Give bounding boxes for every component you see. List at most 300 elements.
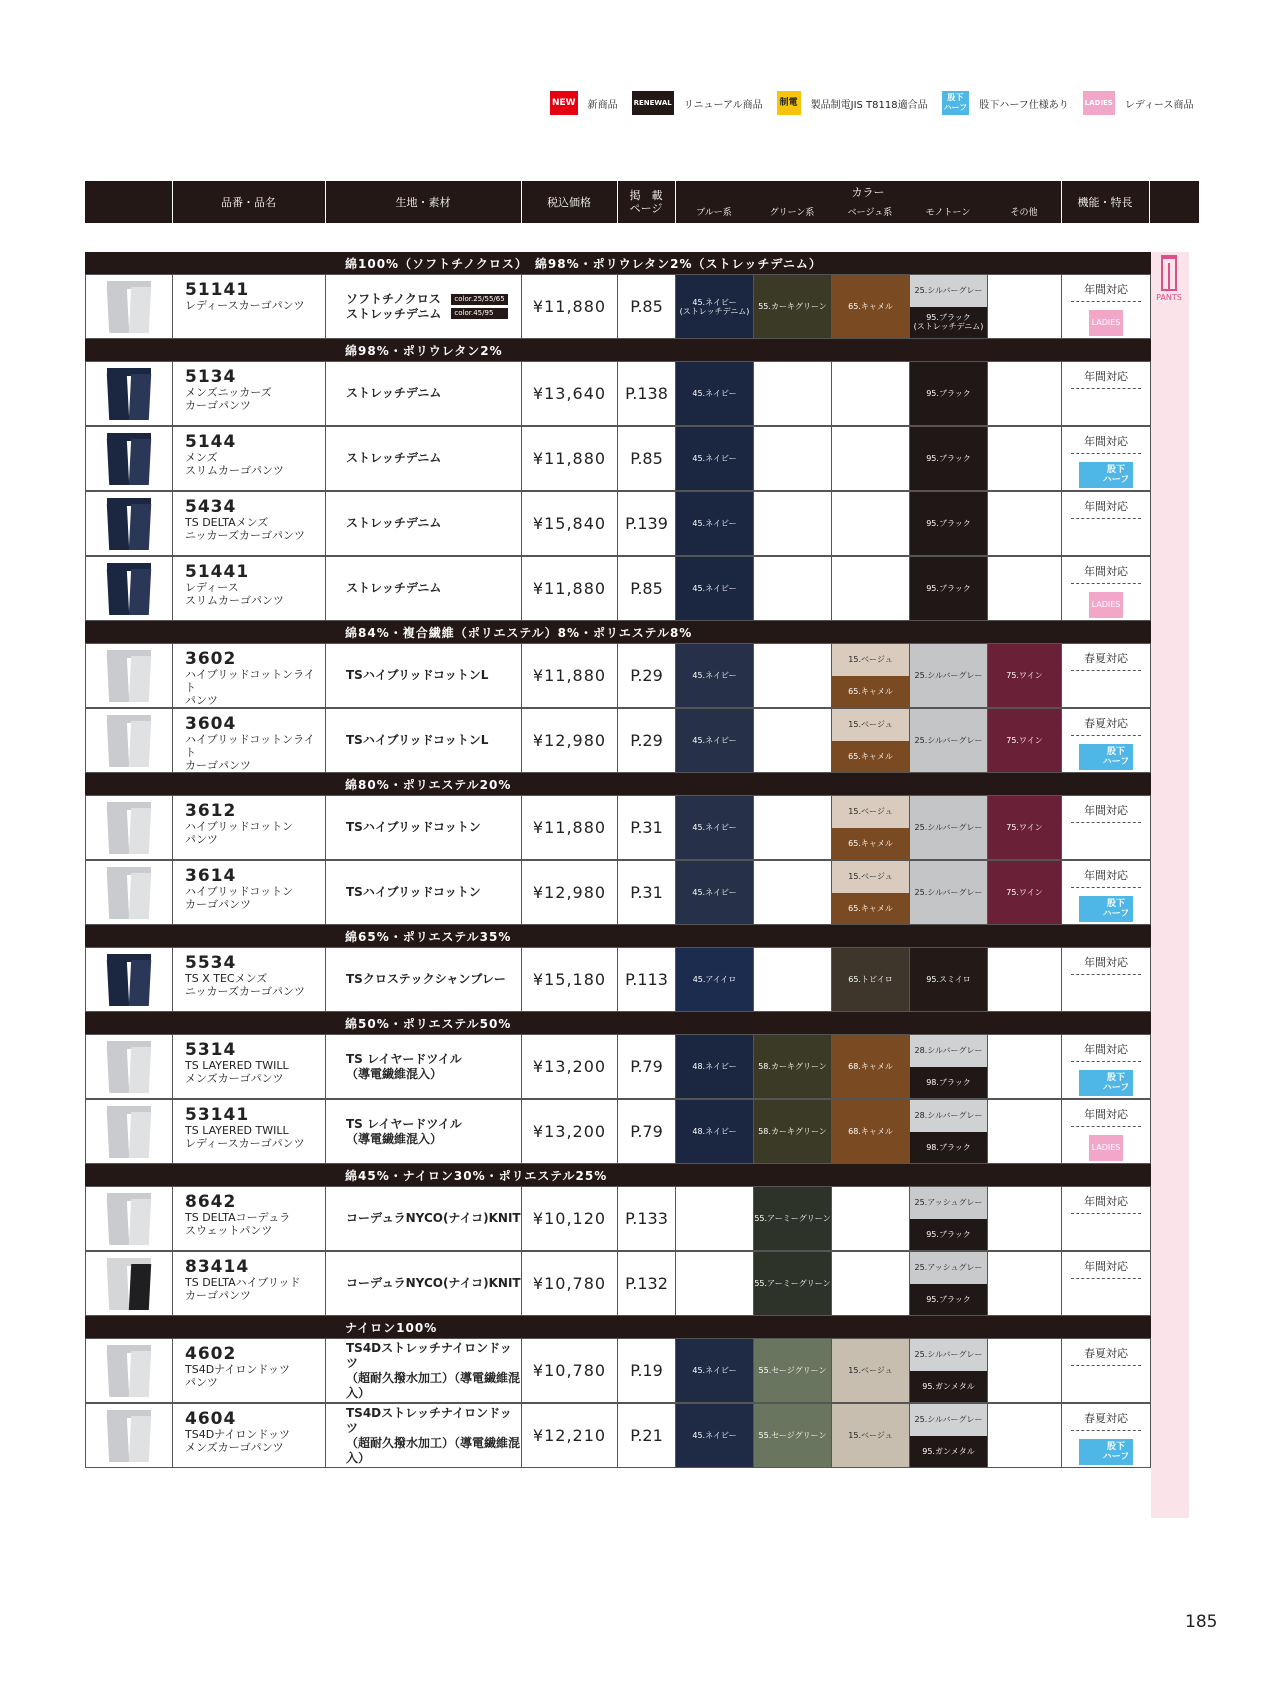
color-swatch: 25.シルバーグレー xyxy=(910,275,987,307)
color-swatch: 45.ネイビー xyxy=(676,557,753,620)
material xyxy=(326,492,522,555)
color-column xyxy=(832,1187,910,1250)
product-row xyxy=(85,1099,1151,1164)
material-badges xyxy=(451,294,507,319)
color-column xyxy=(832,644,910,707)
product-row xyxy=(85,1251,1151,1316)
function-cell xyxy=(1062,1035,1150,1098)
product-image xyxy=(86,427,173,490)
pants-leg xyxy=(107,873,129,919)
product-image xyxy=(86,948,173,1011)
pants-leg xyxy=(129,808,151,854)
product-image xyxy=(86,557,173,620)
section-title: 綿84%・複合繊維（ポリエステル）8%・ポリエステル8% xyxy=(345,625,693,640)
color-swatch: 58.カーキグリーン xyxy=(754,1100,831,1163)
color-swatch: 28.シルバーグレー xyxy=(910,1035,987,1067)
legend xyxy=(550,90,1208,116)
color-column xyxy=(832,861,910,924)
half-length-badge: 股下 ハーフ xyxy=(1079,1439,1133,1465)
material-text: TSハイブリッドコットン xyxy=(346,885,481,899)
product-name: TS4Dナイロンドッツ メンズカーゴパンツ xyxy=(185,1428,290,1454)
header-color-blue: ブルー系 xyxy=(696,207,732,218)
product-image xyxy=(86,1100,173,1163)
color-swatch: 45.ネイビー xyxy=(676,427,753,490)
section-title: 綿45%・ナイロン30%・ポリエステル25% xyxy=(345,1168,608,1183)
dashed-divider xyxy=(1071,583,1141,584)
catalog-page: P.113 xyxy=(618,948,676,1011)
price: ¥12,980 xyxy=(522,709,618,772)
color-swatch: 55.アーミーグリーン xyxy=(754,1252,831,1315)
catalog-page: P.132 xyxy=(618,1252,676,1315)
legend-item xyxy=(777,91,928,115)
function-cell xyxy=(1062,948,1150,1011)
price: ¥11,880 xyxy=(522,796,618,859)
section-band xyxy=(85,1316,1151,1338)
color-column xyxy=(988,861,1062,924)
color-swatch: 75.ワイン xyxy=(988,709,1061,772)
pants-leg xyxy=(107,1047,129,1093)
color-swatch: 45.ネイビー xyxy=(676,861,753,924)
product-name: TS DELTAコーデュラ スウェットパンツ xyxy=(185,1211,291,1237)
section-band xyxy=(85,925,1151,947)
product-name: メンズニッカーズ カーゴパンツ xyxy=(185,386,272,412)
pants-leg xyxy=(107,1351,129,1397)
product-image xyxy=(86,1404,173,1467)
function-cell xyxy=(1062,1187,1150,1250)
legend-label: 新商品 xyxy=(587,99,618,111)
color-column xyxy=(754,1252,832,1315)
product-code: 4602 xyxy=(185,1344,237,1364)
catalog-page: P.139 xyxy=(618,492,676,555)
color-column xyxy=(676,709,754,772)
product-row xyxy=(85,1186,1151,1251)
function-label: 年間対応 xyxy=(1084,1108,1128,1121)
product-row xyxy=(85,643,1151,708)
product-row xyxy=(85,556,1151,621)
color-swatch: 68.キャメル xyxy=(832,1035,909,1098)
product-name: ハイブリッドコットン パンツ xyxy=(185,820,294,846)
section-band xyxy=(85,252,1151,274)
color-swatch: 15.ベージュ xyxy=(832,861,909,893)
color-column xyxy=(754,948,832,1011)
function-label: 春夏対応 xyxy=(1084,1412,1128,1425)
dashed-divider xyxy=(1071,1213,1141,1214)
color-column xyxy=(910,796,988,859)
color-column xyxy=(676,1100,754,1163)
product-code: 3604 xyxy=(185,714,237,734)
pants-leg xyxy=(107,1199,129,1245)
legend-badge: 股下 ハーフ xyxy=(942,91,970,115)
catalog-page: P.79 xyxy=(618,1035,676,1098)
material-text: コーデュラNYCO(ナイコ)KNIT xyxy=(346,1211,521,1225)
color-column xyxy=(676,362,754,425)
color-swatch: 68.キャメル xyxy=(832,1100,909,1163)
color-column xyxy=(988,275,1062,338)
pants-image xyxy=(107,1041,151,1093)
color-column xyxy=(754,1339,832,1402)
color-column xyxy=(988,948,1062,1011)
product-row xyxy=(85,708,1151,773)
pants-image xyxy=(107,867,151,919)
pants-leg xyxy=(129,721,151,767)
material xyxy=(326,1187,522,1250)
color-swatch: 45.ネイビー xyxy=(676,796,753,859)
material xyxy=(326,1339,522,1402)
material xyxy=(326,557,522,620)
color-column xyxy=(910,275,988,338)
product-name-cell xyxy=(173,1339,326,1402)
product-name-cell xyxy=(173,709,326,772)
material xyxy=(326,948,522,1011)
pants-leg xyxy=(107,504,129,550)
color-swatch: 98.ブラック xyxy=(910,1067,987,1099)
header-price: 税込価格 xyxy=(547,195,591,209)
material-text: TS4Dストレッチナイロンドッツ （超耐久撥水加工）（導電繊維混入） xyxy=(346,1340,521,1400)
color-column xyxy=(676,1339,754,1402)
function-label: 年間対応 xyxy=(1084,956,1128,969)
product-row xyxy=(85,274,1151,339)
price: ¥11,880 xyxy=(522,275,618,338)
color-column xyxy=(676,557,754,620)
color-column xyxy=(988,644,1062,707)
catalog-page: P.29 xyxy=(618,709,676,772)
legend-label: 股下ハーフ仕様あり xyxy=(979,99,1069,111)
color-swatch: 65.キャメル xyxy=(832,893,909,925)
color-column xyxy=(754,1100,832,1163)
color-column xyxy=(910,948,988,1011)
price: ¥10,780 xyxy=(522,1339,618,1402)
pants-image xyxy=(107,1106,151,1158)
material-text: ストレッチデニム xyxy=(346,516,442,530)
function-label: 春夏対応 xyxy=(1084,652,1128,665)
half-length-badge: 股下 ハーフ xyxy=(1079,462,1133,488)
product-name-cell xyxy=(173,796,326,859)
product-row xyxy=(85,426,1151,491)
function-cell xyxy=(1062,796,1150,859)
side-label: PANTS xyxy=(1156,293,1182,302)
catalog-page: P.85 xyxy=(618,427,676,490)
color-column xyxy=(832,796,910,859)
color-swatch: 25.シルバーグレー xyxy=(910,861,987,924)
price: ¥10,120 xyxy=(522,1187,618,1250)
pants-leg xyxy=(129,439,151,485)
color-swatch: 75.ワイン xyxy=(988,861,1061,924)
legend-label: レディース商品 xyxy=(1124,99,1194,111)
product-name-cell xyxy=(173,557,326,620)
pants-image xyxy=(107,368,151,420)
pants-leg xyxy=(129,1047,151,1093)
color-swatch: 75.ワイン xyxy=(988,644,1061,707)
product-name-cell xyxy=(173,427,326,490)
page-number: 185 xyxy=(1185,1612,1218,1632)
product-name: TS X TECメンズ ニッカーズカーゴパンツ xyxy=(185,972,306,998)
color-swatch: 48.ネイビー xyxy=(676,1035,753,1098)
color-swatch: 25.シルバーグレー xyxy=(910,709,987,772)
color-swatch: 95.ブラック xyxy=(910,557,987,620)
legend-label: 製品制電JIS T8118適合品 xyxy=(810,99,928,111)
color-column xyxy=(676,1252,754,1315)
pants-leg xyxy=(129,1264,151,1310)
product-code: 3612 xyxy=(185,801,237,821)
color-column xyxy=(754,709,832,772)
product-name: レディース スリムカーゴパンツ xyxy=(185,581,284,607)
header-color-other: その他 xyxy=(1010,207,1038,218)
product-name-cell xyxy=(173,861,326,924)
material-text: TS レイヤードツイル （導電繊維混入） xyxy=(346,1051,462,1081)
color-column xyxy=(910,427,988,490)
pants-leg xyxy=(107,287,129,333)
price: ¥10,780 xyxy=(522,1252,618,1315)
color-swatch: 45.ネイビー xyxy=(676,709,753,772)
pants-leg xyxy=(107,1264,129,1310)
product-code: 5134 xyxy=(185,367,237,387)
section-band xyxy=(85,1164,1151,1186)
color-swatch: 15.ベージュ xyxy=(832,1404,909,1467)
function-cell xyxy=(1062,557,1150,620)
ladies-badge: LADIES xyxy=(1089,1135,1123,1161)
color-column xyxy=(910,1252,988,1315)
product-name-cell xyxy=(173,1100,326,1163)
color-swatch: 95.ブラック xyxy=(910,492,987,555)
catalog-page: P.19 xyxy=(618,1339,676,1402)
legend-badge: RENEWAL xyxy=(632,91,674,115)
color-column xyxy=(676,644,754,707)
color-swatch: 25.アッシュグレー xyxy=(910,1252,987,1284)
color-column xyxy=(676,1035,754,1098)
price: ¥11,880 xyxy=(522,644,618,707)
color-column xyxy=(988,1404,1062,1467)
product-row xyxy=(85,491,1151,556)
color-column xyxy=(832,1100,910,1163)
color-column xyxy=(832,492,910,555)
dashed-divider xyxy=(1071,453,1141,454)
color-swatch: 45.ネイビー xyxy=(676,644,753,707)
header-func: 機能・特長 xyxy=(1077,195,1133,209)
pants-leg xyxy=(107,721,129,767)
pants-image xyxy=(107,1193,151,1245)
color-swatch: 95.ガンメタル xyxy=(910,1436,987,1468)
dashed-divider xyxy=(1071,518,1141,519)
product-name: TS LAYERED TWILL レディースカーゴパンツ xyxy=(185,1124,305,1150)
catalog-page: P.21 xyxy=(618,1404,676,1467)
color-column xyxy=(676,796,754,859)
pants-leg xyxy=(129,569,151,615)
color-swatch: 15.ベージュ xyxy=(832,709,909,741)
function-label: 春夏対応 xyxy=(1084,1347,1128,1360)
product-name: TS LAYERED TWILL メンズカーゴパンツ xyxy=(185,1059,289,1085)
header-material: 生地・素材 xyxy=(395,195,451,209)
product-code: 5434 xyxy=(185,497,237,517)
color-column xyxy=(832,948,910,1011)
function-label: 年間対応 xyxy=(1084,283,1128,296)
pants-image xyxy=(107,954,151,1006)
color-column xyxy=(988,1187,1062,1250)
color-swatch: 65.キャメル xyxy=(832,828,909,860)
function-label: 年間対応 xyxy=(1084,370,1128,383)
catalog-page: P.133 xyxy=(618,1187,676,1250)
material xyxy=(326,1100,522,1163)
product-name-cell xyxy=(173,644,326,707)
product-row xyxy=(85,947,1151,1012)
color-column xyxy=(988,557,1062,620)
pants-leg xyxy=(129,1416,151,1462)
material-text: TSクロステックシャンブレー xyxy=(346,972,506,986)
color-swatch: 65.キャメル xyxy=(832,676,909,708)
product-name: TS DELTAハイブリッド カーゴパンツ xyxy=(185,1276,301,1302)
color-swatch: 45.ネイビー xyxy=(676,492,753,555)
ladies-badge: LADIES xyxy=(1089,310,1123,336)
dashed-divider xyxy=(1071,670,1141,671)
product-name-cell xyxy=(173,948,326,1011)
color-column xyxy=(754,427,832,490)
legend-item xyxy=(632,91,763,115)
pants-icon xyxy=(1154,255,1184,305)
dashed-divider xyxy=(1071,822,1141,823)
product-name-cell xyxy=(173,275,326,338)
color-column xyxy=(910,709,988,772)
color-column xyxy=(754,362,832,425)
dashed-divider xyxy=(1071,1061,1141,1062)
product-name: TS4Dナイロンドッツ パンツ xyxy=(185,1363,290,1389)
product-row xyxy=(85,1338,1151,1403)
color-swatch: 65.キャメル xyxy=(832,275,909,338)
color-column xyxy=(910,1035,988,1098)
product-name-cell xyxy=(173,1035,326,1098)
pants-leg xyxy=(129,1112,151,1158)
product-name: レディースカーゴパンツ xyxy=(185,299,305,312)
material xyxy=(326,275,522,338)
function-cell xyxy=(1062,275,1150,338)
legend-item xyxy=(1083,91,1194,115)
pants-image xyxy=(107,498,151,550)
product-code: 5144 xyxy=(185,432,237,452)
pants-leg xyxy=(129,960,151,1006)
color-column xyxy=(910,1100,988,1163)
price: ¥12,980 xyxy=(522,861,618,924)
color-column xyxy=(832,427,910,490)
product-row xyxy=(85,860,1151,925)
section-title: 綿50%・ポリエステル50% xyxy=(345,1016,512,1031)
legend-item xyxy=(942,91,1069,115)
pants-image xyxy=(107,1345,151,1397)
color-swatch: 98.ブラック xyxy=(910,1132,987,1164)
material-text: TS4Dストレッチナイロンドッツ （超耐久撥水加工）（導電繊維混入） xyxy=(346,1405,521,1465)
product-row xyxy=(85,795,1151,860)
pants-leg xyxy=(107,374,129,420)
header-color-mono: モノトーン xyxy=(925,207,971,218)
product-code: 4604 xyxy=(185,1409,237,1429)
function-cell xyxy=(1062,1252,1150,1315)
product-code: 53141 xyxy=(185,1105,250,1125)
product-code: 5314 xyxy=(185,1040,237,1060)
color-swatch: 25.シルバーグレー xyxy=(910,796,987,859)
product-code: 5534 xyxy=(185,953,237,973)
dashed-divider xyxy=(1071,887,1141,888)
material xyxy=(326,427,522,490)
color-column xyxy=(910,557,988,620)
header-color-beige: ベージュ系 xyxy=(847,207,893,218)
product-code: 83414 xyxy=(185,1257,250,1277)
color-column xyxy=(832,362,910,425)
function-cell xyxy=(1062,427,1150,490)
product-image xyxy=(86,492,173,555)
color-swatch: 55.アーミーグリーン xyxy=(754,1187,831,1250)
pants-leg xyxy=(107,1112,129,1158)
dashed-divider xyxy=(1071,301,1141,302)
color-swatch: 25.シルバーグレー xyxy=(910,1404,987,1436)
section-title: 綿100%（ソフトチノクロス） 綿98%・ポリウレタン2%（ストレッチデニム） xyxy=(345,256,822,271)
pants-leg xyxy=(107,1416,129,1462)
product-code: 51441 xyxy=(185,562,250,582)
material xyxy=(326,1035,522,1098)
header-color: カラー xyxy=(851,185,885,199)
catalog-page: P.29 xyxy=(618,644,676,707)
color-column xyxy=(754,1035,832,1098)
dashed-divider xyxy=(1071,388,1141,389)
color-swatch: 45.ネイビー xyxy=(676,1404,753,1467)
color-swatch: 95.ブラック xyxy=(910,362,987,425)
price: ¥13,200 xyxy=(522,1035,618,1098)
color-column xyxy=(910,644,988,707)
price: ¥11,880 xyxy=(522,557,618,620)
color-column xyxy=(988,1339,1062,1402)
ladies-badge: LADIES xyxy=(1089,592,1123,618)
function-label: 年間対応 xyxy=(1084,565,1128,578)
material xyxy=(326,709,522,772)
section-title: 綿80%・ポリエステル20% xyxy=(345,777,512,792)
material xyxy=(326,1404,522,1467)
color-swatch: 25.シルバーグレー xyxy=(910,1339,987,1371)
function-cell xyxy=(1062,362,1150,425)
color-column xyxy=(832,557,910,620)
pants-image xyxy=(107,802,151,854)
pants-leg xyxy=(129,374,151,420)
color-column xyxy=(832,709,910,772)
function-label: 年間対応 xyxy=(1084,869,1128,882)
material xyxy=(326,644,522,707)
pants-leg xyxy=(107,808,129,854)
color-column xyxy=(676,948,754,1011)
section-band xyxy=(85,1012,1151,1034)
color-column xyxy=(988,709,1062,772)
catalog-page: P.85 xyxy=(618,275,676,338)
half-length-badge: 股下 ハーフ xyxy=(1079,896,1133,922)
color-column xyxy=(988,1100,1062,1163)
color-column xyxy=(676,427,754,490)
pants-leg xyxy=(129,1199,151,1245)
pants-leg xyxy=(107,569,129,615)
pants-image xyxy=(107,1258,151,1310)
material-text: TSハイブリッドコットン xyxy=(346,820,481,834)
product-name-cell xyxy=(173,492,326,555)
section-title: 綿65%・ポリエステル35% xyxy=(345,929,512,944)
pants-leg xyxy=(129,1351,151,1397)
material xyxy=(326,861,522,924)
product-name: ハイブリッドコットン カーゴパンツ xyxy=(185,885,294,911)
legend-item xyxy=(550,91,618,115)
color-column xyxy=(676,1404,754,1467)
catalog-page: P.31 xyxy=(618,796,676,859)
color-column xyxy=(910,1339,988,1402)
color-swatch: 95.ブラック xyxy=(910,427,987,490)
function-label: 春夏対応 xyxy=(1084,717,1128,730)
section-band xyxy=(85,339,1151,361)
color-swatch: 48.ネイビー xyxy=(676,1100,753,1163)
color-swatch: 45.ネイビー (ストレッチデニム) xyxy=(676,275,753,338)
pants-image xyxy=(107,281,151,333)
color-column xyxy=(910,1187,988,1250)
pants-image xyxy=(107,563,151,615)
